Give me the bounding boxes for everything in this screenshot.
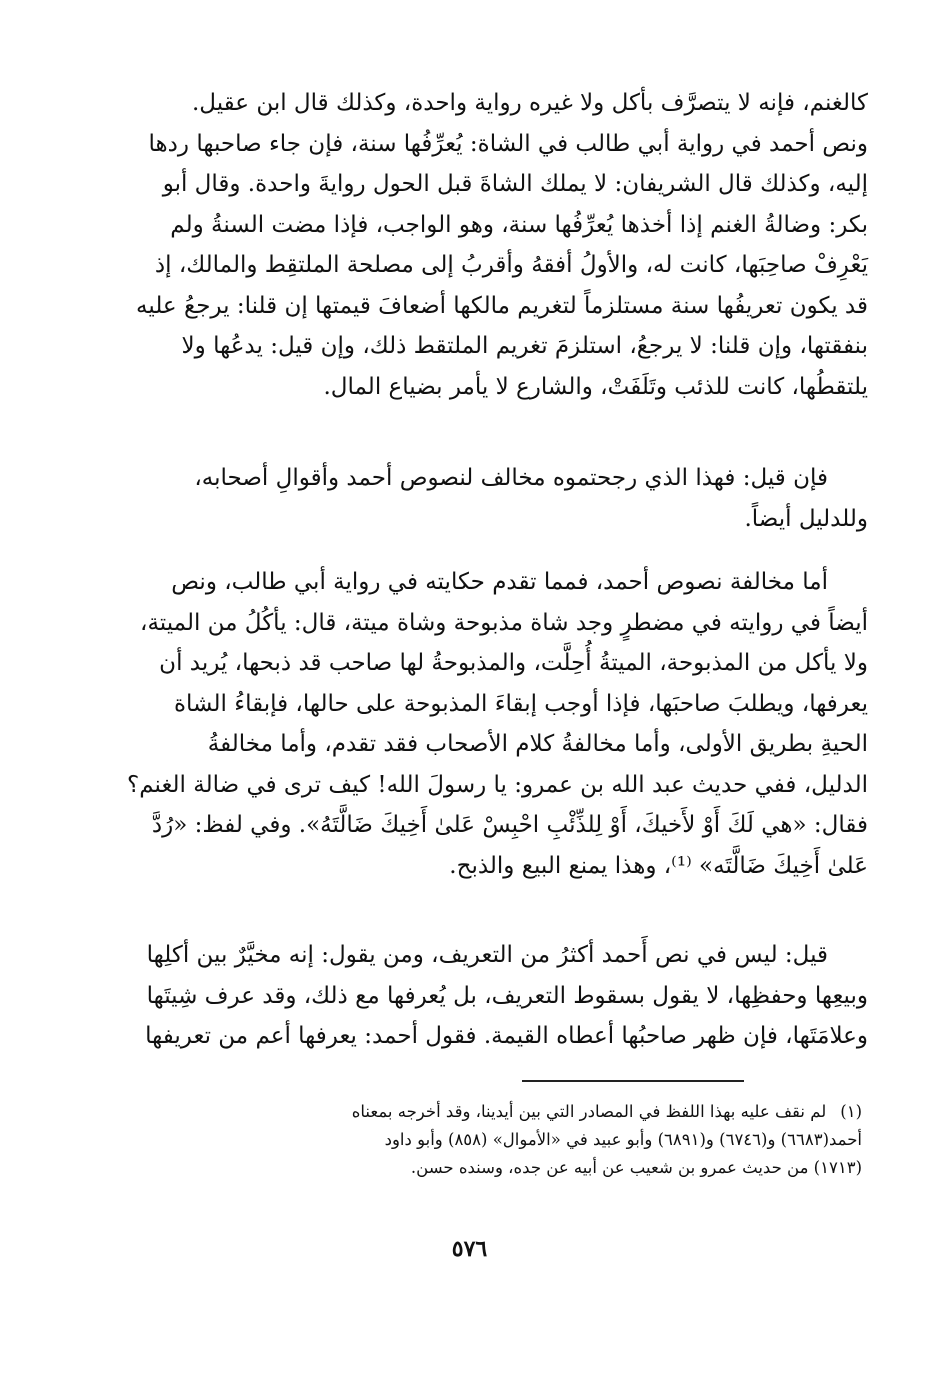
page-number: ٥٧٦ (451, 1236, 488, 1262)
text-line: وعلامَتَها، فإن ظهر صاحبُها أعطاه القيمة. فقول أحمد: يعرفها أعم من تعريفها (145, 1023, 868, 1049)
text-line: وللدليل أيضاً. (744, 505, 868, 532)
text-line: يَعْرِفْ صاحِبَها، كانت له، والأولُ أفقهُ وأقربُ إلى مصلحة الملتقِط والمالك، إذ (154, 252, 868, 278)
footnote-divider (522, 1080, 744, 1082)
footnote-marker: (١) (840, 1102, 862, 1121)
footnote-line (90, 1098, 862, 1126)
text-line: ولا يأكل من المذبوحة، الميتةُ أُحِلَّت، والمذبوحةُ لها صاحب قد ذبحها، يُريد أن (159, 650, 868, 676)
text-line: كالغنم، فإنه لا يتصرَّف بأكل ولا غيره رواية واحدة، وكذلك قال ابن عقيل. (191, 90, 868, 116)
paragraph-4 (60, 935, 868, 1057)
text-line: يعرفها، ويطلبَ صاحبَها، فإذا أوجب إبقاءَ المذبوحة على حالها، فإبقاءُ الشاة (173, 690, 868, 717)
text-line: إليه، وكذلك قال الشريفان: لا يملك الشاةَ قبل الحول روايةَ واحدة. وقال أبو (162, 171, 868, 197)
text-line: بكر: وضالةُ الغنم إذا أخذها يُعرِّفُها سنة، وهو الواجب، فإذا مضت السنةُ ولم (170, 211, 868, 238)
text-line: فقال: «هي لَكَ أَوْ لأَخيكَ، أَوْ لِلذِّئْبِ احْبِسْ عَلىٰ أَخِيكَ ضَالَّتَهُ». وفي لفظ: «رُدَّ (151, 812, 868, 838)
text-line: قيل: ليس في نص أَحمد أكثرُ من التعريف، ومن يقول: إنه مخيَّرٌ بين أكلِها (146, 942, 828, 968)
paragraph-2 (60, 458, 868, 539)
text-line: وبيعِها وحفظِها، لا يقول بسقوط التعريف، بل يُعرفها مع ذلك، وقد عرف شِيتَها (146, 982, 868, 1009)
text-line: الدليل، ففي حديث عبد الله بن عمرو: يا رسولَ الله! كيف ترى في ضالة الغنم؟ (127, 771, 868, 798)
footnote-line: أحمد(٦٦٨٣) و(٦٧٤٦) و(٦٨٩١) وأبو عبيد في «الأموال» (٨٥٨) وأبو داود (384, 1130, 862, 1149)
footnote-line: (١٧١٣) من حديث عمرو بن شعيب عن أبيه عن جده، وسنده حسن. (410, 1158, 862, 1177)
footnotes (90, 1098, 862, 1182)
text-line: فإن قيل: فهذا الذي رجحتموه مخالف لنصوص أحمد وأقوالِ أصحابه، (194, 465, 828, 491)
text-line: يلتقطُها، كانت للذئب وتَلَفَتْ، والشارع لا يأمر بضياع المال. (323, 373, 868, 400)
paragraph-3 (60, 562, 868, 886)
text-line: بنفقتها، وإن قلنا: لا يرجعُ، استلزمَ تغريم الملتقط ذلك، وإن قيل: يدعُها ولا (181, 333, 868, 359)
text-line: ونص أحمد في رواية أبي طالب في الشاة: يُعرِّفُها سنة، فإن جاء صاحبها ردها (148, 130, 868, 157)
text-line: أيضاً في روايته في مضطرٍ وجد شاة مذبوحة وشاة ميتة، قال: يأكُلُ من الميتة، (140, 609, 868, 636)
text-line: أما مخالفة نصوص أحمد، فمما تقدم حكايته في رواية أبي طالب، ونص (171, 569, 828, 595)
text-line: الحيةِ بطريق الأولى، وأما مخالفةُ كلام الأصحاب فقد تقدم، وأما مخالفةُ (207, 731, 868, 757)
text-line: قد يكون تعريفُها سنة مستلزماً لتغريم مالكها أضعافَ قيمتها إن قلنا: يرجعُ عليه (136, 292, 868, 319)
text-line: عَلىٰ أَخِيكَ ضَالَّتَه» ⁽¹⁾، وهذا يمنع البيع والذبح. (449, 852, 868, 879)
footnote-text: لم نقف عليه بهذا اللفظ في المصادر التي بين أيدينا، وقد أخرجه بمعناه (351, 1102, 827, 1121)
paragraph-1 (60, 83, 868, 407)
